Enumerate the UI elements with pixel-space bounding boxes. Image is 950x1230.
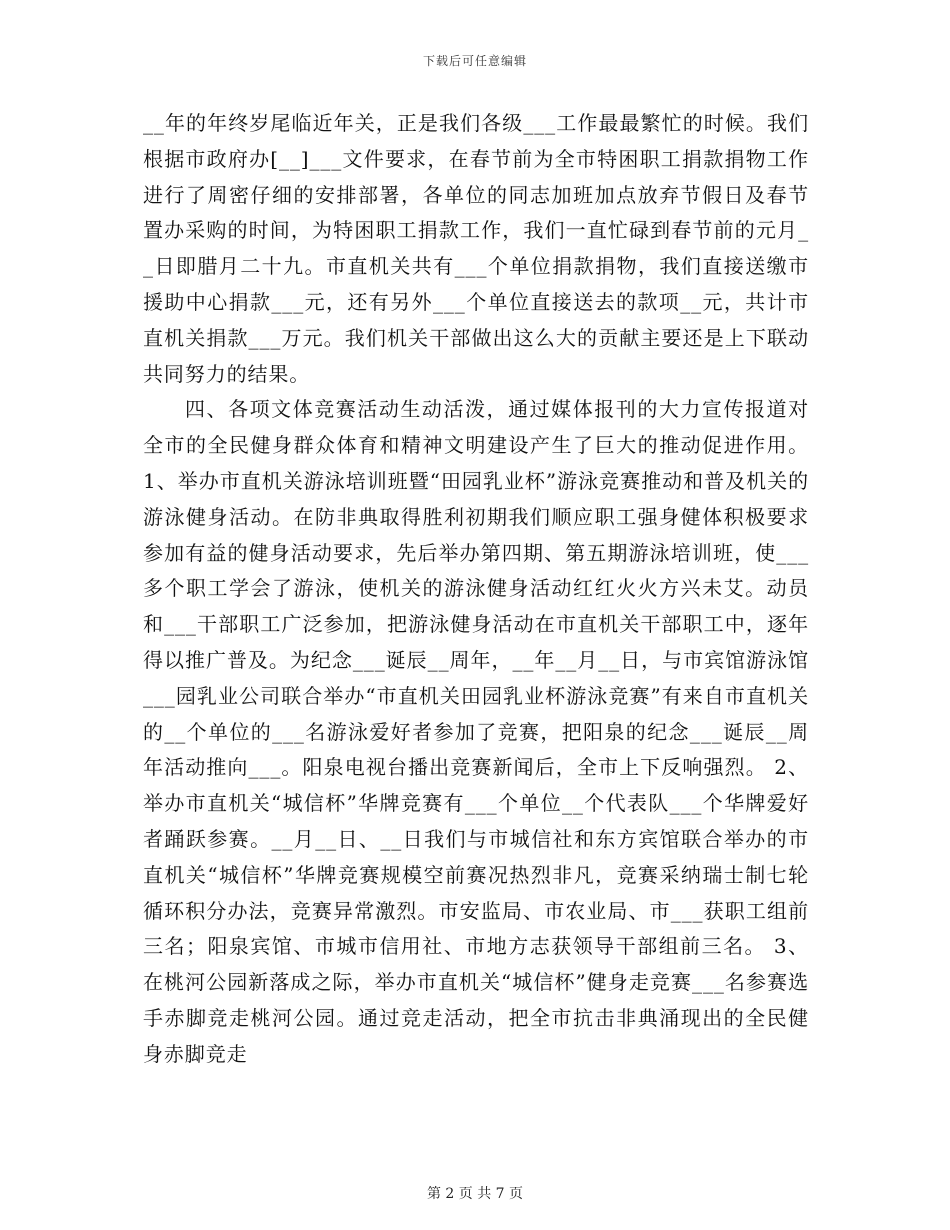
paragraph-2: 四、各项文体竞赛活动生动活泼，通过媒体报刊的大力宣传报道对全市的全民健身群众体育和精神文明建设产生了巨大的推动促进作用。 1、举办市直机关游泳培训班暨“田园乳业杯”游泳竞赛推动和普及机关的游泳健身活动。在防非典取得胜利初期我们顺应职工强身健体积极要求参加有益的健身活动要求，先后举办第四期、第五期游泳培训班，使___多个职工学会了游泳，使机关的游泳健身活动红红火火方兴未艾。动员和___干部职工广泛参加，把游泳健身活动在市直机关干部职工中，逐年得以推广普及。为纪念___诞辰__周年，__年__月__日，与市宾馆游泳馆___园乳业公司联合举办“市直机关田园乳业杯游泳竞赛”有来自市直机关的__个单位的___名游泳爱好者参加了竞赛，把阳泉的纪念___诞辰__周年活动推向___。阳泉电视台播出竞赛新闻后，全市上下反响强烈。 2、举办市直机关“城信杯”华牌竞赛有___个单位__个代表队___个华牌爱好者踊跃参赛。__月__日、__日我们与市城信社和东方宾馆联合举办的市直机关“城信杯”华牌竞赛规模空前赛况热烈非凡，竞赛采纳瑞士制七轮循环积分办法，竞赛异常激烈。市安监局、市农业局、市___获职工组前三名；阳泉宾馆、市城市信用社、市地方志获领导干部组前三名。 3、在桃河公园新落成之际，举办市直机关“城信杯”健身走竞赛___名参赛选手赤脚竞走桃河公园。通过竞走活动，把全市抗击非典涌现出的全民健身赤脚竞走: [143, 397, 809, 1066]
page-number: 第 2 页 共 7 页: [426, 1186, 524, 1202]
page-header: 下载后可任意编辑: [422, 54, 527, 68]
paragraph-1: __年的年终岁尾临近年关，正是我们各级___工作最最繁忙的时候。我们根据市政府办[__]___文件要求，在春节前为全市特困职工捐款捐物工作进行了周密仔细的安排部署，各单位的同志加班加点放弃节假日及春节置办采购的时间，为特困职工捐款工作，我们一直忙碌到春节前的元月__日即腊月二十九。市直机关共有___个单位捐款捐物，我们直接送缴市援助中心捐款___元，还有另外___个单位直接送去的款项__元，共计市直机关捐款___万元。我们机关干部做出这么大的贡献主要还是上下联动共同努力的结果。: [143, 111, 809, 386]
document-body: [143, 106, 809, 1073]
